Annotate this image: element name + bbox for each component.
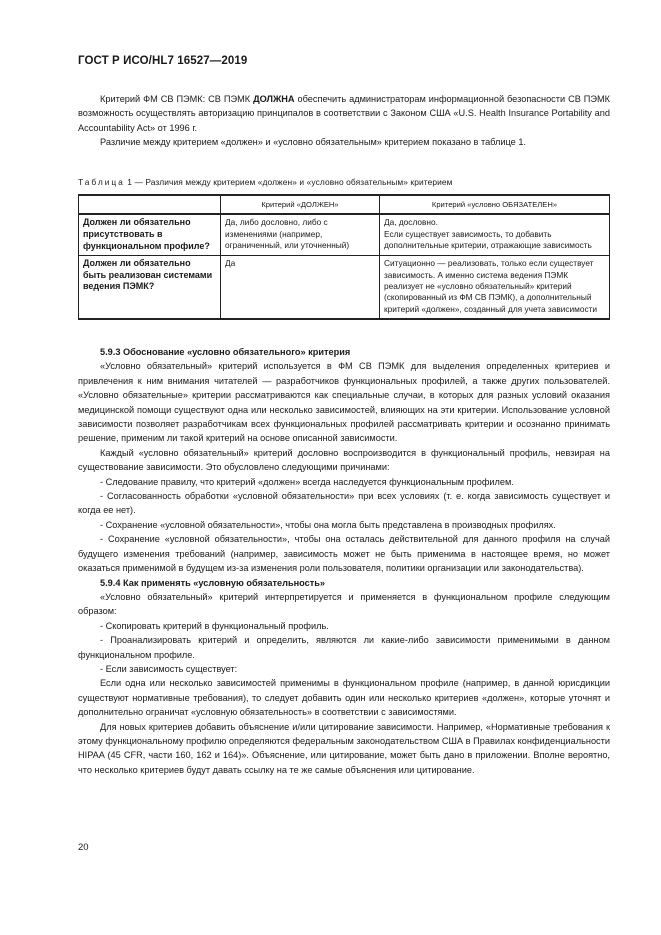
section-heading-5-9-4: 5.9.4 Как применять «условную обязательность» xyxy=(100,577,326,588)
list-item: - Проанализировать критерий и определить, являются ли какие-либо зависимости применимыми в данном функциональном профиле. xyxy=(78,635,610,660)
table-row xyxy=(79,256,610,320)
table-header-row xyxy=(79,195,610,214)
table-cell-question: Должен ли обязательно быть реализован системами ведения ПЭМК? xyxy=(79,256,221,320)
paragraph: «Условно обязательный» критерий интерпретируется и применяется в функциональном профиле следующим образом: xyxy=(78,591,610,617)
paragraph: Для новых критериев добавить объяснение и/или цитирование зависимости. Например, «Нормативные требования к этому функциональному профилю определяются федеральным законодательством США в Правилах конфиденциальности HIPAA (45 CFR, части 160, 162 и 164)». Объяснение, или цитирование, может быть дано в приложении. Вполне вероятно, что несколько критериев будут давать ссылку на те же самые объяснения или цитирование. xyxy=(78,721,610,775)
table-caption xyxy=(78,177,453,187)
paragraph: «Условно обязательный» критерий используется в ФМ СВ ПЭМК для выделения определенных критериев и привлечения к ним внимания читателей — разработчиков функциональных профилей, а также других пользователей. «Условно обязательные» критерии рассматриваются как специальные случаи, в которых для разных условий оказания медицинской помощи существуют одна или несколько зависимостей, влияющих на эти критерии. Использование условной зависимости позволяет разработчикам всех функциональных профилей рассматривать критерии и осознанно принимать решение, применим ли такой критерий на основе описанной зависимости. xyxy=(78,361,610,444)
intro-emphasis: ДОЛЖНА xyxy=(253,94,295,104)
intro-paragraph-1 xyxy=(78,92,610,135)
table-caption-label: Таблица xyxy=(78,177,125,187)
paragraph: Каждый «условно обязательный» критерий дословно воспроизводится в функциональный профиль, невзирая на существование зависимости. Это обусловлено следующими причинами: xyxy=(78,447,610,473)
table-cell-conditional xyxy=(380,256,610,320)
comparison-table xyxy=(78,194,610,320)
page-number: 20 xyxy=(78,842,89,853)
list-item: - Скопировать критерий в функциональный профиль. xyxy=(100,620,329,631)
table-cell-must: Да, либо дословно, либо с изменениями (например, ограниченный, или уточненный) xyxy=(221,214,380,255)
list-item: - Согласованность обработки «условной обязательности» при всех условиях (т. е. когда зависимость существует и когда ее нет). xyxy=(78,491,610,516)
paragraph: Если одна или несколько зависимостей применимы в функциональном профиле (например, в данной юрисдикции существуют нормативные требования), то следует добавить один или несколько критериев «должен», которые уточнят и дополнительно ограничат «условную обязательность» в соответствии с зависимостями. xyxy=(78,678,610,718)
table-row xyxy=(79,214,610,255)
list-item: - Следование правилу, что критерий «должен» всегда наследуется функциональным профилем. xyxy=(100,476,514,487)
intro-text-2: обеспечить администраторам информационной безопасности СВ ПЭМК возможность осуществлять авторизацию принципалов в соответствии с Законом США «U.S. Health Insurance Portability and Accountability Act» от 1996 г. xyxy=(78,94,610,133)
cell-line: Да, дословно. xyxy=(384,217,438,228)
cell-line: Если существует зависимость, то добавить дополнительные критерии, отражающие зависимость xyxy=(384,228,592,251)
table-cell-conditional xyxy=(380,214,610,255)
table-header-cell: Критерий «ДОЛЖЕН» xyxy=(221,195,380,214)
table-header-cell xyxy=(79,195,221,214)
main-text-block xyxy=(78,345,610,777)
section-heading-5-9-3: 5.9.3 Обоснование «условно обязательного» критерия xyxy=(100,347,351,357)
document-header: ГОСТ Р ИСО/HL7 16527—2019 xyxy=(78,55,248,67)
list-item: - Сохранение «условной обязательности», чтобы она осталась действительной для данного профиля на случай будущего изменения требований (например, зависимость может не быть применима в настоящее время, но может оказаться применимой в будущем из-за изменения роли пользователя, политики организации или законодательства). xyxy=(78,534,610,574)
table-cell-must: Да xyxy=(221,256,380,320)
list-item: - Сохранение «условной обязательности», чтобы она могла быть представлена в производных профилях. xyxy=(100,519,556,530)
intro-paragraph-2: Различие между критерием «должен» и «условно обязательным» критерием показано в таблице 1. xyxy=(100,137,526,148)
cell-line: Ситуационно — реализовать, только если существует зависимость. А именно система ведения ПЭМК реализует не «условно обязательный» критерий (скопированный из ФМ СВ ПЭМК), а дополнительный критерий «должен», созданный для учета зависимости xyxy=(384,258,598,314)
table-caption-text: 1 — Различия между критерием «должен» и «условно обязательным» критерием xyxy=(124,177,453,187)
list-item: - Если зависимость существует: xyxy=(100,663,238,674)
intro-text-1: Критерий ФМ СВ ПЭМК: СВ ПЭМК xyxy=(100,94,254,104)
table-cell-question: Должен ли обязательно присутствовать в функциональном профиле? xyxy=(79,214,221,255)
table-header-cell: Критерий «условно ОБЯЗАТЕЛЕН» xyxy=(380,195,610,214)
intro-block xyxy=(78,92,610,150)
